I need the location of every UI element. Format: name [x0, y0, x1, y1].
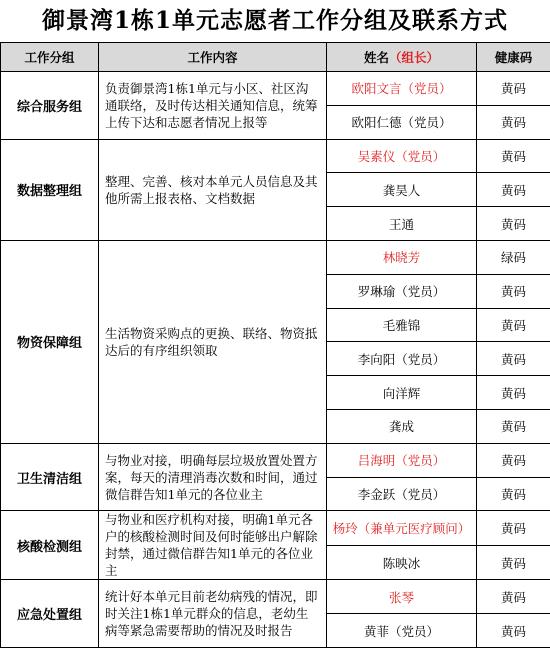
- group-name-cell: 应急处置组: [1, 580, 99, 648]
- table-row: [1, 139, 550, 173]
- health-code-cell: 黄码: [477, 105, 550, 139]
- table-row: [1, 240, 550, 274]
- volunteer-table: [0, 42, 550, 648]
- leader-name-cell: 吕海明（党员）: [327, 443, 477, 477]
- group-name-cell: 核酸检测组: [1, 511, 99, 580]
- header-health-code: 健康码: [477, 43, 550, 72]
- table-row: [1, 72, 550, 106]
- member-name-cell: 黄菲（党员）: [327, 614, 477, 648]
- group-content-cell: 与物业对接，明确每层垃圾放置处置方案，每天的清理消毒次数和时间，通过微信群告知1单元的各位业主: [99, 443, 327, 511]
- health-code-cell: 黄码: [477, 342, 550, 376]
- member-name-cell: 龚成: [327, 409, 477, 443]
- leader-name-cell: 欧阳文言（党员）: [327, 72, 477, 106]
- page-title: 御景湾1栋1单元志愿者工作分组及联系方式: [0, 0, 550, 42]
- health-code-cell: 黄码: [477, 511, 550, 546]
- header-name: [327, 43, 477, 72]
- group-name-cell: 卫生清洁组: [1, 443, 99, 511]
- health-code-cell: 黄码: [477, 274, 550, 308]
- member-name-cell: 李金跃（党员）: [327, 477, 477, 511]
- leader-name-cell: 杨玲（兼单元医疗顾问）: [327, 511, 477, 546]
- health-code-cell: 黄码: [477, 207, 550, 241]
- header-group: 工作分组: [1, 43, 99, 72]
- group-content-cell: 生活物资采购点的更换、联络、物资抵达后的有序组织领取: [99, 240, 327, 443]
- health-code-cell: 黄码: [477, 477, 550, 511]
- health-code-cell: 黄码: [477, 173, 550, 207]
- leader-name-cell: 张琴: [327, 580, 477, 614]
- member-name-cell: 王通: [327, 207, 477, 241]
- leader-name-cell: 吴素仪（党员）: [327, 139, 477, 173]
- health-code-cell: 黄码: [477, 545, 550, 580]
- header-row: [1, 43, 550, 72]
- health-code-cell: 黄码: [477, 139, 550, 173]
- health-code-cell: 黄码: [477, 409, 550, 443]
- header-leader-note: （组长）: [389, 50, 439, 65]
- group-content-cell: 负责御景湾1栋1单元与小区、社区沟通联络，及时传达相关通知信息，统筹上传下达和志愿者情况上报等: [99, 72, 327, 140]
- health-code-cell: 绿码: [477, 240, 550, 274]
- health-code-cell: 黄码: [477, 443, 550, 477]
- group-content-cell: 整理、完善、核对本单元人员信息及其他所需上报表格、文档数据: [99, 139, 327, 240]
- group-name-cell: 数据整理组: [1, 139, 99, 240]
- member-name-cell: 陈映冰: [327, 545, 477, 580]
- member-name-cell: 欧阳仁德（党员）: [327, 105, 477, 139]
- group-content-cell: 与物业和医疗机构对接，明确1单元各户的核酸检测时间及何时能够出户解除封禁，通过微信群告知1单元的各位业主: [99, 511, 327, 580]
- member-name-cell: 毛雅锦: [327, 308, 477, 342]
- member-name-cell: 龚昊人: [327, 173, 477, 207]
- member-name-cell: 李向阳（党员）: [327, 342, 477, 376]
- member-name-cell: 向洋辉: [327, 376, 477, 410]
- health-code-cell: 黄码: [477, 308, 550, 342]
- header-content: 工作内容: [99, 43, 327, 72]
- table-body: [1, 72, 550, 648]
- table-row: [1, 443, 550, 477]
- group-name-cell: 综合服务组: [1, 72, 99, 140]
- health-code-cell: 黄码: [477, 614, 550, 648]
- table-row: [1, 511, 550, 546]
- table-row: [1, 580, 550, 614]
- header-name-label: 姓名: [364, 50, 389, 65]
- health-code-cell: 黄码: [477, 376, 550, 410]
- health-code-cell: 黄码: [477, 72, 550, 106]
- leader-name-cell: 林晓芳: [327, 240, 477, 274]
- group-name-cell: 物资保障组: [1, 240, 99, 443]
- health-code-cell: 黄码: [477, 580, 550, 614]
- member-name-cell: 罗琳瑜（党员）: [327, 274, 477, 308]
- group-content-cell: 统计好本单元目前老幼病残的情况，即时关注1栋1单元群众的信息，老幼生病等紧急需要帮助的情况及时报告: [99, 580, 327, 648]
